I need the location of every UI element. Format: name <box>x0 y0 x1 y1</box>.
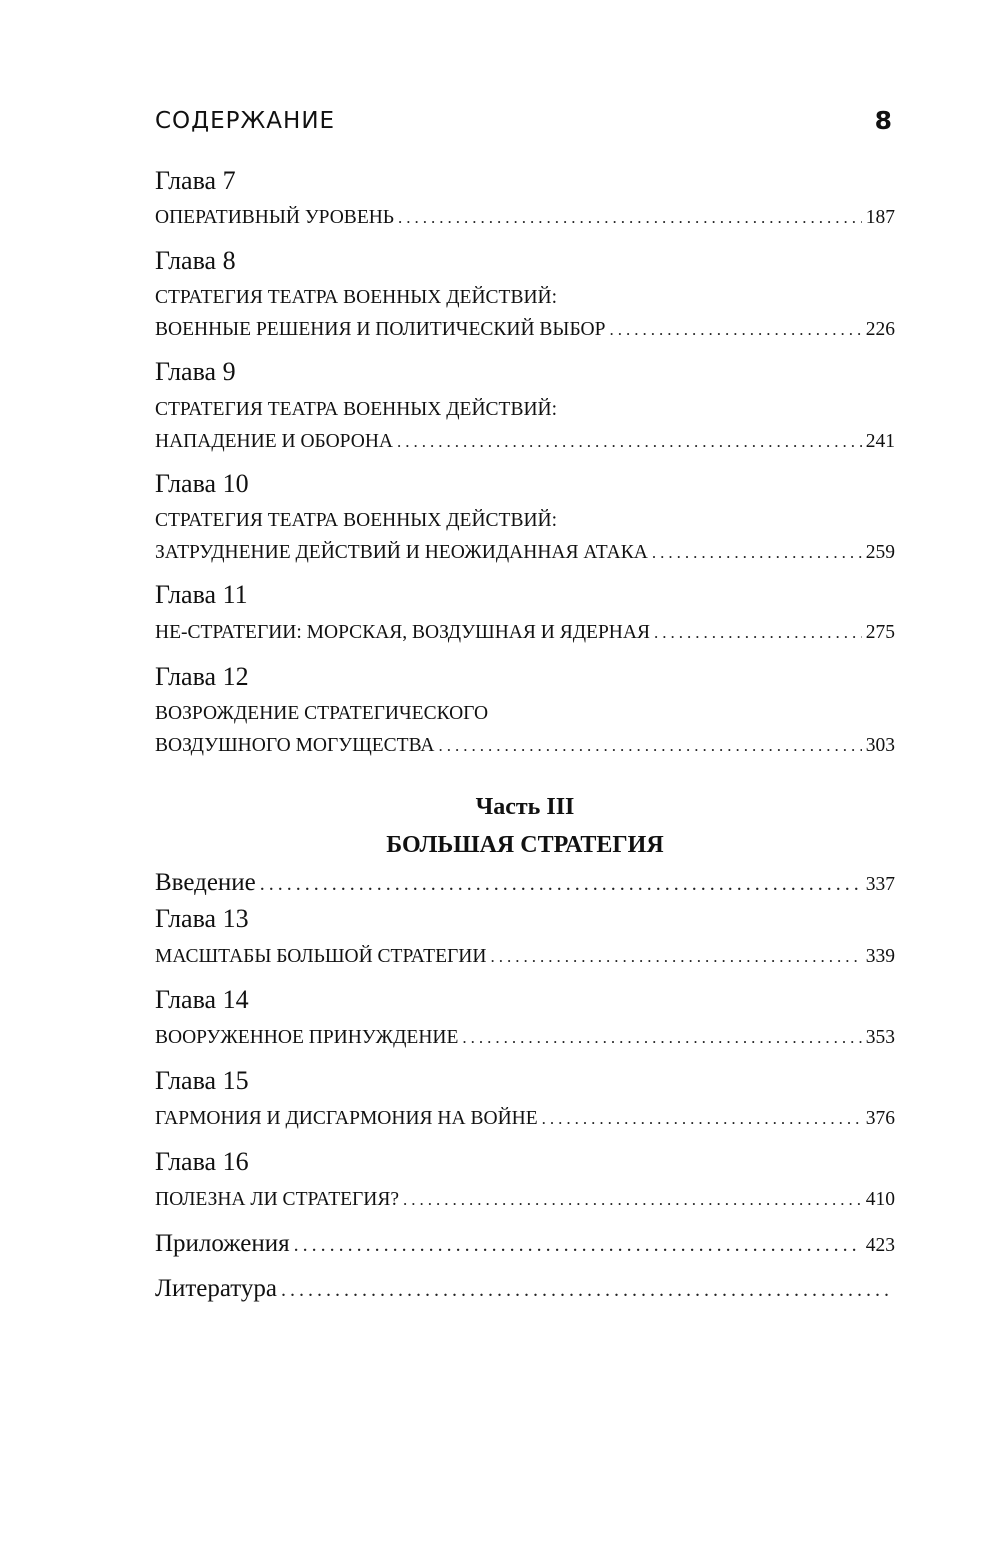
chapter-9-label: Глава 9 <box>155 357 236 386</box>
entry-title: МАСШТАБЫ БОЛЬШОЙ СТРАТЕГИИ <box>155 946 487 967</box>
entry-title-line: СТРАТЕГИЯ ТЕАТРА ВОЕННЫХ ДЕЙСТВИЙ: <box>155 287 558 308</box>
dot-leader <box>398 202 862 234</box>
entry-page-number: 241 <box>865 431 895 452</box>
dot-leader <box>281 1273 891 1307</box>
entry-title: Приложения <box>155 1230 290 1257</box>
dot-leader <box>260 867 862 901</box>
toc-entry-ch13[interactable] <box>155 941 895 973</box>
entry-title: ВООРУЖЕННОЕ ПРИНУЖДЕНИЕ <box>155 1027 459 1048</box>
toc-entry-appendix[interactable] <box>155 1227 895 1263</box>
page-number: 8 <box>874 106 892 135</box>
chapter-10-label: Глава 10 <box>155 469 249 498</box>
toc-entry-ch9[interactable] <box>155 394 895 458</box>
dot-leader <box>462 1022 861 1054</box>
entry-page-number: 226 <box>865 319 895 340</box>
entry-title: НЕ-СТРАТЕГИИ: МОРСКАЯ, ВОЗДУШНАЯ И ЯДЕРНАЯ <box>155 622 650 643</box>
entry-page-number: 423 <box>865 1235 895 1256</box>
entry-title: Литература <box>155 1275 277 1302</box>
dot-leader <box>652 537 862 569</box>
dot-leader <box>397 426 862 458</box>
dot-leader <box>438 730 861 762</box>
chapter-14-label: Глава 14 <box>155 985 249 1014</box>
chapter-15-label: Глава 15 <box>155 1066 249 1095</box>
chapter-11-label: Глава 11 <box>155 580 248 609</box>
chapter-12-label: Глава 12 <box>155 662 249 691</box>
toc-entry-ch11[interactable] <box>155 617 895 649</box>
entry-page-number: 376 <box>865 1108 895 1129</box>
entry-page-number: 303 <box>865 735 895 756</box>
dot-leader <box>490 941 861 973</box>
entry-page-number: 275 <box>865 622 895 643</box>
part-label: Часть III <box>475 794 575 820</box>
entry-title: ОПЕРАТИВНЫЙ УРОВЕНЬ <box>155 207 395 228</box>
toc-entry-ch16[interactable] <box>155 1184 895 1216</box>
running-title: СОДЕРЖАНИЕ <box>155 108 336 134</box>
dot-leader <box>403 1184 862 1216</box>
entry-page-number: 187 <box>865 207 895 228</box>
chapter-16-label: Глава 16 <box>155 1147 249 1176</box>
chapter-8-label: Глава 8 <box>155 246 236 275</box>
entry-page-number: 339 <box>865 946 895 967</box>
entry-title-line: ВОЕННЫЕ РЕШЕНИЯ И ПОЛИТИЧЕСКИЙ ВЫБОР <box>155 319 606 340</box>
entry-title-line: СТРАТЕГИЯ ТЕАТРА ВОЕННЫХ ДЕЙСТВИЙ: <box>155 510 558 531</box>
dot-leader <box>294 1228 862 1262</box>
dot-leader <box>542 1103 862 1135</box>
toc-entry-ch15[interactable] <box>155 1103 895 1135</box>
entry-title-line: ВОЗРОЖДЕНИЕ СТРАТЕГИЧЕСКОГО <box>155 703 489 724</box>
toc-entry-ch14[interactable] <box>155 1022 895 1054</box>
entry-title-line: СТРАТЕГИЯ ТЕАТРА ВОЕННЫХ ДЕЙСТВИЙ: <box>155 399 558 420</box>
chapter-13-label: Глава 13 <box>155 904 249 933</box>
entry-page-number: 410 <box>865 1189 895 1210</box>
entry-title-line: ВОЗДУШНОГО МОГУЩЕСТВА <box>155 735 435 756</box>
entry-title: Введение <box>155 869 256 896</box>
entry-title-line: ЗАТРУДНЕНИЕ ДЕЙСТВИЙ И НЕОЖИДАННАЯ АТАКА <box>155 542 648 563</box>
toc-entry-ch12[interactable] <box>155 698 895 762</box>
entry-title: ПОЛЕЗНА ЛИ СТРАТЕГИЯ? <box>155 1189 400 1210</box>
toc-entry-ch10[interactable] <box>155 505 895 569</box>
entry-page-number: 353 <box>865 1027 895 1048</box>
toc-entry-ch7[interactable] <box>155 202 895 234</box>
chapter-7-label: Глава 7 <box>155 166 236 195</box>
entry-title: ГАРМОНИЯ И ДИСГАРМОНИЯ НА ВОЙНЕ <box>155 1108 538 1129</box>
entry-page-number: 259 <box>865 542 895 563</box>
dot-leader <box>609 314 861 346</box>
dot-leader <box>654 617 862 649</box>
toc-entry-ch8[interactable] <box>155 282 895 346</box>
entry-title-line: НАПАДЕНИЕ И ОБОРОНА <box>155 431 394 452</box>
toc-entry-bibliography[interactable] <box>155 1272 895 1307</box>
toc-entry-intro[interactable] <box>155 866 895 902</box>
part-title: БОЛЬШАЯ СТРАТЕГИЯ <box>386 832 664 858</box>
entry-page-number: 337 <box>865 874 895 895</box>
